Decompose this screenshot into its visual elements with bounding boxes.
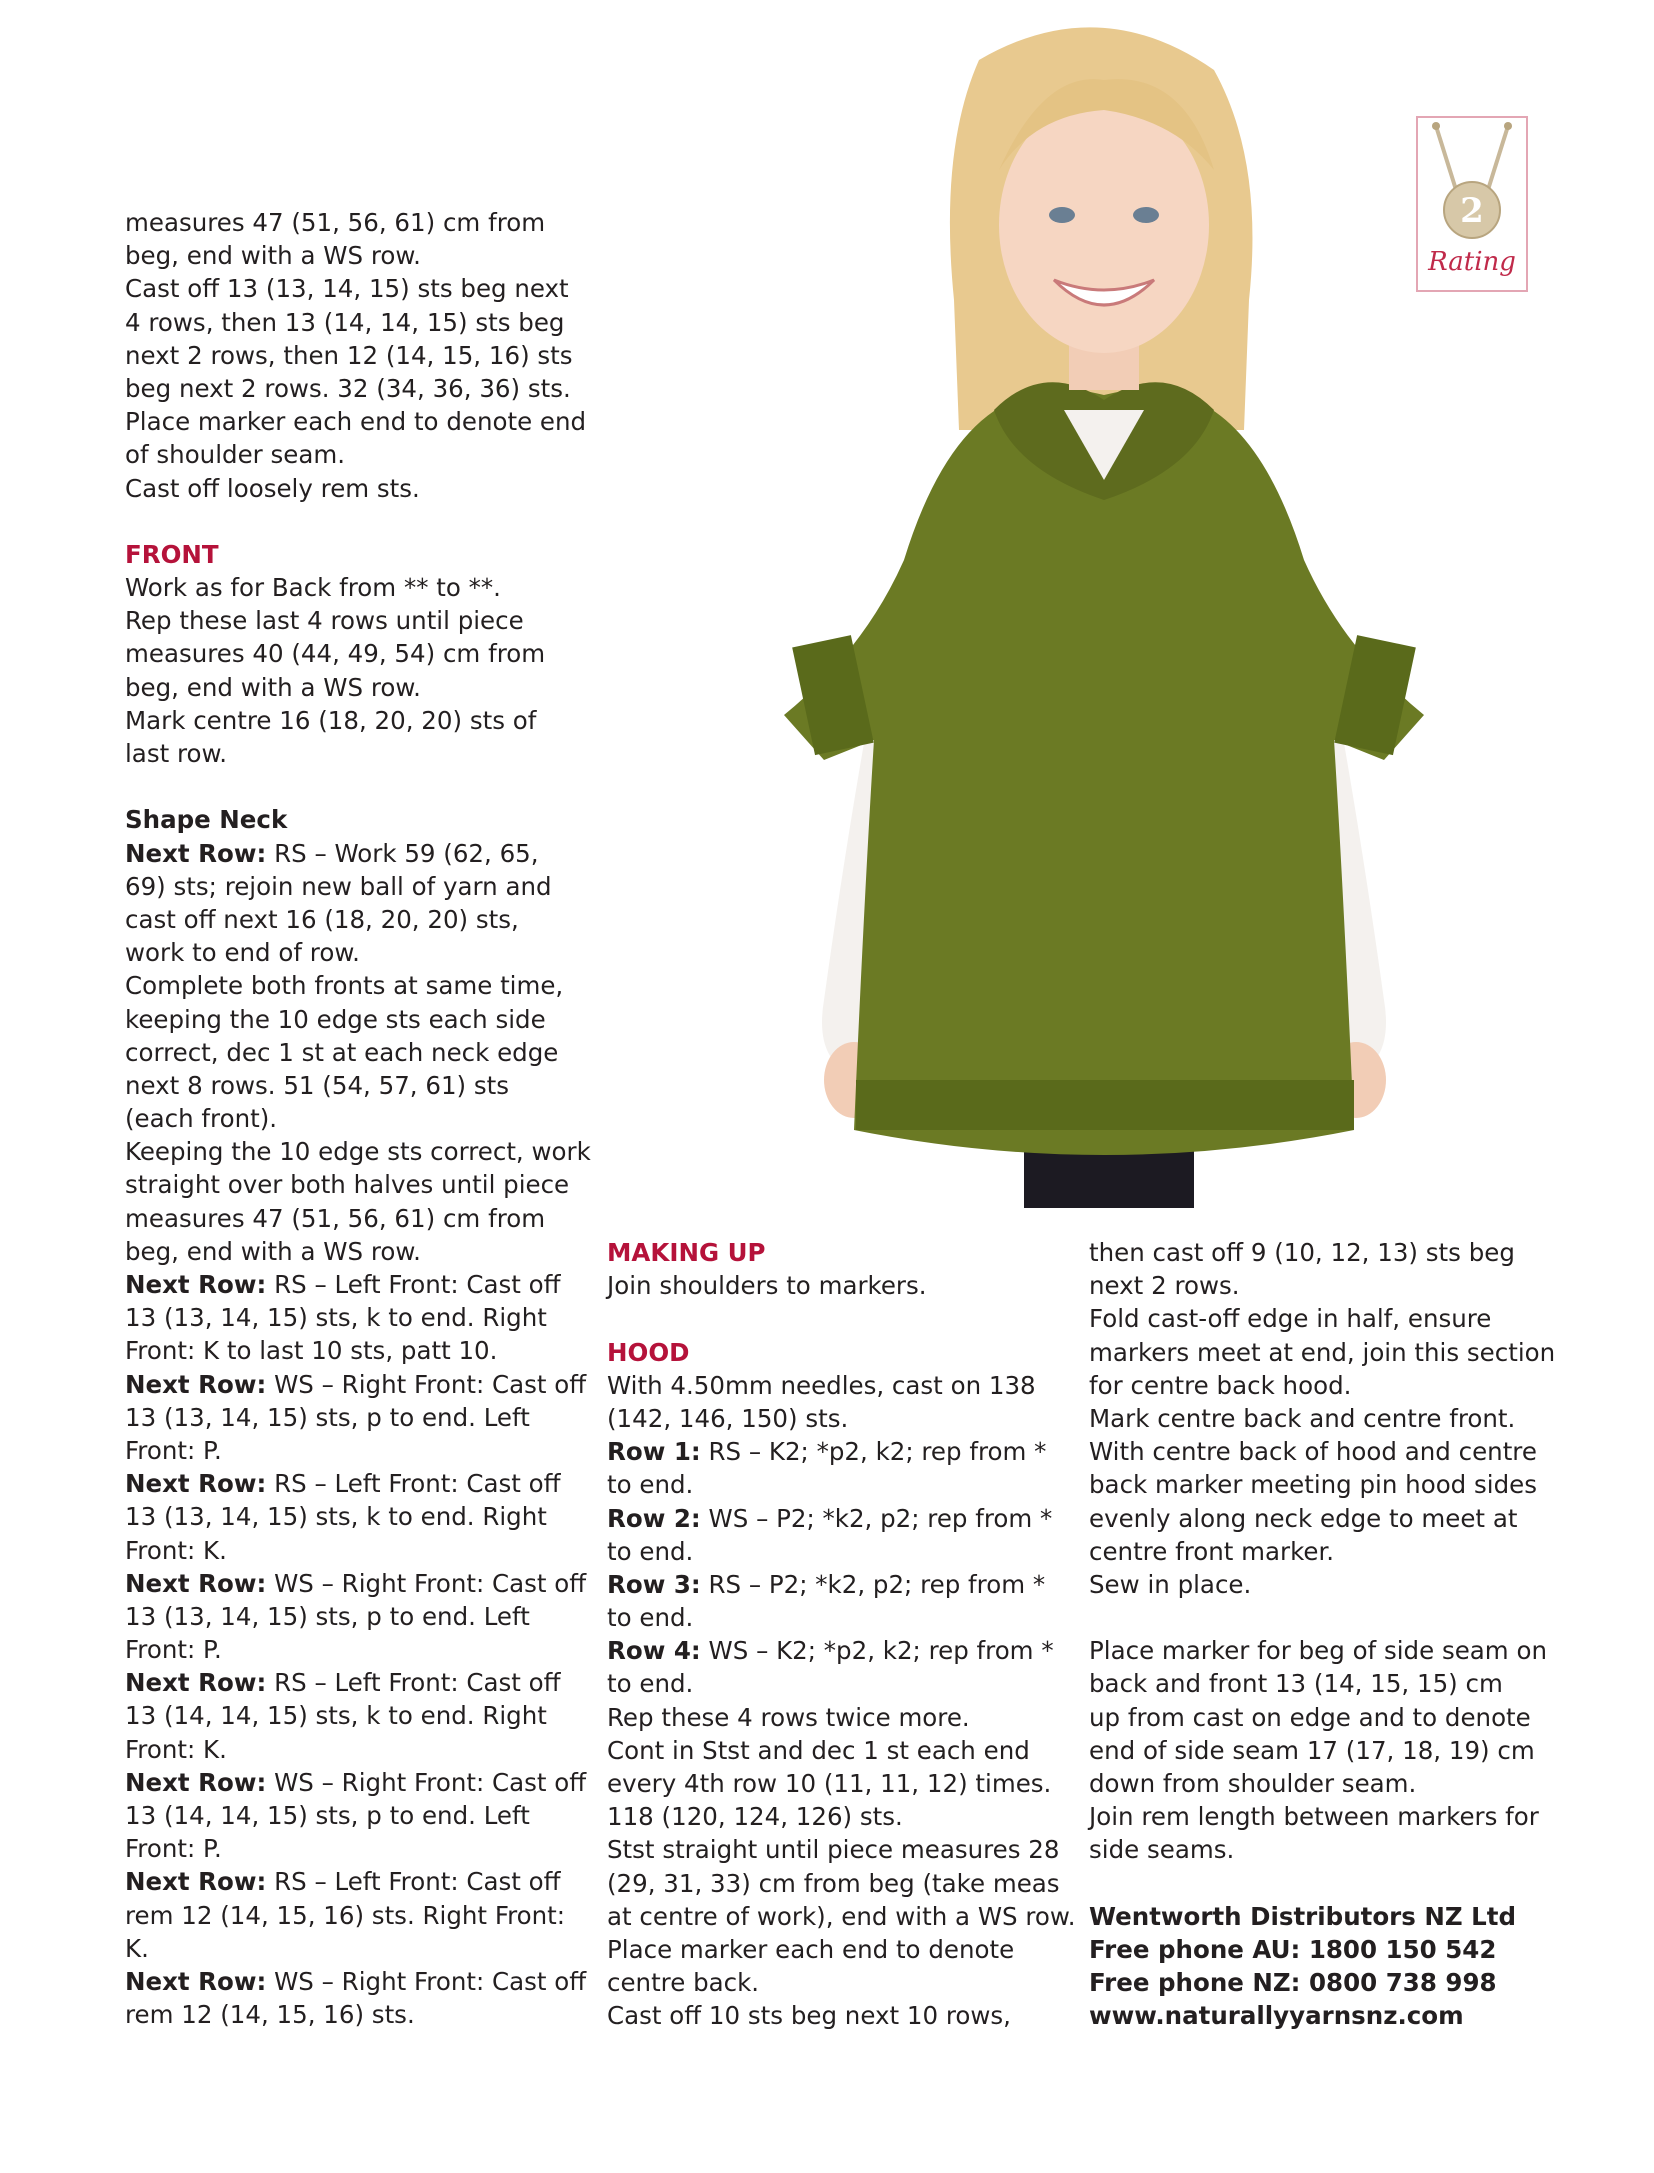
subheading: Shape Neck [125,805,288,835]
contact-line: Wentworth Distributors NZ Ltd [1089,1901,1517,1931]
text-line: Cont in Stst and dec 1 st each end [607,1735,1030,1765]
text-line: Front: P. [125,1635,222,1665]
text-line: With centre back of hood and centre [1089,1437,1537,1467]
row-label: Next Row: [125,1668,267,1698]
section-heading: MAKING UP [607,1238,766,1267]
rating-label: Rating [1428,247,1516,277]
paragraph-gap [1089,1867,1555,1900]
row-instruction: WS – Right Front: Cast off [266,1568,587,1598]
row-instruction: RS – K2; *p2, k2; rep from * [700,1437,1047,1467]
row-instruction: RS – Left Front: Cast off [266,1668,561,1698]
text-line: Rep these 4 rows twice more. [607,1702,970,1732]
text-line: work to end of row. [125,938,360,968]
text-line: 13 (13, 14, 15) sts, k to end. Right [125,1303,547,1333]
text-line: Keeping the 10 edge sts correct, work [125,1137,591,1167]
text-line: measures 47 (51, 56, 61) cm from [125,1203,546,1233]
text-line: of shoulder seam. [125,440,346,470]
text-line: end of side seam 17 (17, 18, 19) cm [1089,1735,1535,1765]
text-column-1 [125,206,591,2031]
text-line: (29, 31, 33) cm from beg (take meas [607,1868,1060,1898]
right-eye [1133,207,1159,223]
text-line: correct, dec 1 st at each neck edge [125,1037,559,1067]
text-line: 13 (13, 14, 15) sts, k to end. Right [125,1502,547,1532]
row-instruction: WS – P2; *k2, p2; rep from * [700,1503,1053,1533]
rating-number: 2 [1460,191,1484,231]
text-line: beg, end with a WS row. [125,672,421,702]
row-instruction: WS – Right Front: Cast off [266,1369,587,1399]
text-line [125,1567,591,1600]
row-label: Row 3: [607,1569,701,1599]
text-line: Front: P. [125,1834,222,1864]
text-line: Front: K to last 10 sts, patt 10. [125,1336,498,1366]
row-instruction: RS – Left Front: Cast off [266,1270,561,1299]
contact-line: Free phone NZ: 0800 738 998 [1089,1968,1497,1998]
text-line: (142, 146, 150) sts. [607,1403,849,1433]
row-label: Next Row: [125,1568,267,1598]
text-line [125,1666,591,1699]
contact-line: www.naturallyyarnsnz.com [1089,2001,1464,2031]
text-line: Front: K. [125,1535,227,1565]
text-line: 69) sts; rejoin new ball of yarn and [125,871,552,901]
text-line: measures 40 (44, 49, 54) cm from [125,639,546,669]
needles-yarn-icon [1418,118,1526,290]
row-label: Row 4: [607,1636,701,1666]
text-line: Sew in place. [1089,1569,1252,1599]
row-instruction: WS – K2; *p2, k2; rep from * [700,1636,1054,1666]
text-line: at centre of work), end with a WS row. [607,1901,1076,1931]
text-column-3 [1089,1236,1555,2033]
rating-badge [1416,116,1528,292]
text-line: centre back. [607,1968,760,1998]
text-line: 4 rows, then 13 (14, 14, 15) sts beg [125,307,565,337]
text-line: beg, end with a WS row. [125,241,421,271]
text-line: Mark centre 16 (18, 20, 20) sts of [125,705,537,735]
text-line: (each front). [125,1104,278,1134]
row-label: Row 2: [607,1503,701,1533]
text-line: keeping the 10 edge sts each side [125,1004,546,1034]
paragraph-gap [125,770,591,803]
text-line: Front: K. [125,1734,227,1764]
text-line: to end. [607,1470,694,1500]
row-label: Next Row: [125,838,267,868]
text-line: cast off next 16 (18, 20, 20) sts, [125,904,519,934]
text-line: Cast off 13 (13, 14, 15) sts beg next [125,274,569,304]
text-line [607,1568,1075,1601]
poncho-body [784,389,1424,1155]
text-line: to end. [607,1669,694,1699]
section-heading: FRONT [125,539,219,569]
text-line: 13 (14, 14, 15) sts, k to end. Right [125,1701,547,1731]
text-line: Join shoulders to markers. [607,1271,927,1301]
text-line: Cast off loosely rem sts. [125,473,420,503]
row-instruction: RS – Left Front: Cast off [266,1867,561,1897]
text-line: last row. [125,739,228,768]
row-label: Row 1: [607,1437,701,1467]
row-instruction: WS – Right Front: Cast off [266,1966,587,1996]
text-line: rem 12 (14, 15, 16) sts. Right Front: [125,1900,566,1930]
text-line [125,1467,591,1500]
text-line: to end. [607,1603,694,1633]
row-instruction: RS – Left Front: Cast off [266,1469,561,1499]
text-line [607,1435,1075,1468]
text-line: 13 (14, 14, 15) sts, p to end. Left [125,1801,530,1830]
contact-line: Free phone AU: 1800 150 542 [1089,1934,1497,1964]
text-line: K. [125,1933,149,1963]
text-line: Work as for Back from ** to **. [125,573,501,603]
text-line: back and front 13 (14, 15, 15) cm [1089,1669,1503,1699]
text-column-2 [607,1236,1075,2033]
text-line: evenly along neck edge to meet at [1089,1503,1518,1533]
text-line: then cast off 9 (10, 12, 13) sts beg [1089,1238,1515,1267]
row-label: Next Row: [125,1469,267,1499]
text-line: Fold cast-off edge in half, ensure [1089,1304,1492,1334]
model-photo [744,0,1456,1208]
text-line: next 8 rows. 51 (54, 57, 61) sts [125,1070,510,1100]
text-line [607,1634,1075,1667]
text-line: up from cast on edge and to denote [1089,1702,1531,1732]
text-line: straight over both halves until piece [125,1170,570,1200]
text-line: next 2 rows. [1089,1271,1240,1301]
text-line [125,1965,591,1998]
text-line: every 4th row 10 (11, 11, 12) times. [607,1769,1052,1798]
text-line: rem 12 (14, 15, 16) sts. [125,2000,415,2030]
text-line: next 2 rows, then 12 (14, 15, 16) sts [125,340,573,370]
text-line: for centre back hood. [1089,1370,1352,1400]
text-line: to end. [607,1536,694,1566]
row-label: Next Row: [125,1270,267,1299]
text-line: Front: P. [125,1435,222,1465]
text-line: Place marker for beg of side seam on [1089,1636,1547,1666]
text-line [125,1268,591,1301]
row-label: Next Row: [125,1369,267,1399]
text-line: 13 (13, 14, 15) sts, p to end. Left [125,1402,530,1432]
text-line: markers meet at end, join this section [1089,1337,1556,1367]
text-line: back marker meeting pin hood sides [1089,1470,1537,1500]
text-line: down from shoulder seam. [1089,1769,1417,1798]
row-instruction: RS – Work 59 (62, 65, [266,838,539,868]
text-line: 118 (120, 124, 126) sts. [607,1802,903,1832]
text-line: Place marker each end to denote [607,1934,1015,1964]
text-line: Rep these last 4 rows until piece [125,606,524,636]
text-line [125,1368,591,1401]
text-line: Join rem length between markers for [1089,1802,1539,1832]
row-label: Next Row: [125,1867,267,1897]
text-line [125,1865,591,1898]
text-line: Place marker each end to denote end [125,407,587,437]
text-line: side seams. [1089,1835,1235,1865]
text-line [125,1766,591,1799]
paragraph-gap [607,1302,1075,1335]
row-label: Next Row: [125,1966,267,1996]
poncho-hem-border [856,1080,1354,1130]
section-heading: HOOD [607,1337,690,1367]
text-line: With 4.50mm needles, cast on 138 [607,1370,1036,1400]
text-line: beg, end with a WS row. [125,1236,421,1266]
row-label: Next Row: [125,1767,267,1797]
text-line: centre front marker. [1089,1536,1335,1566]
text-line: Complete both fronts at same time, [125,971,564,1001]
paragraph-gap [1089,1601,1555,1634]
paragraph-gap [125,505,591,538]
text-line: 13 (13, 14, 15) sts, p to end. Left [125,1601,530,1631]
row-instruction: RS – P2; *k2, p2; rep from * [700,1569,1046,1599]
left-eye [1049,207,1075,223]
text-line: beg next 2 rows. 32 (34, 36, 36) sts. [125,373,571,403]
text-line: Cast off 10 sts beg next 10 rows, [607,2001,1011,2031]
row-instruction: WS – Right Front: Cast off [266,1767,587,1797]
text-line: measures 47 (51, 56, 61) cm from [125,208,546,237]
text-line: Mark centre back and centre front. [1089,1403,1516,1433]
text-line [125,837,591,870]
text-line [607,1502,1075,1535]
text-line: Stst straight until piece measures 28 [607,1835,1060,1865]
